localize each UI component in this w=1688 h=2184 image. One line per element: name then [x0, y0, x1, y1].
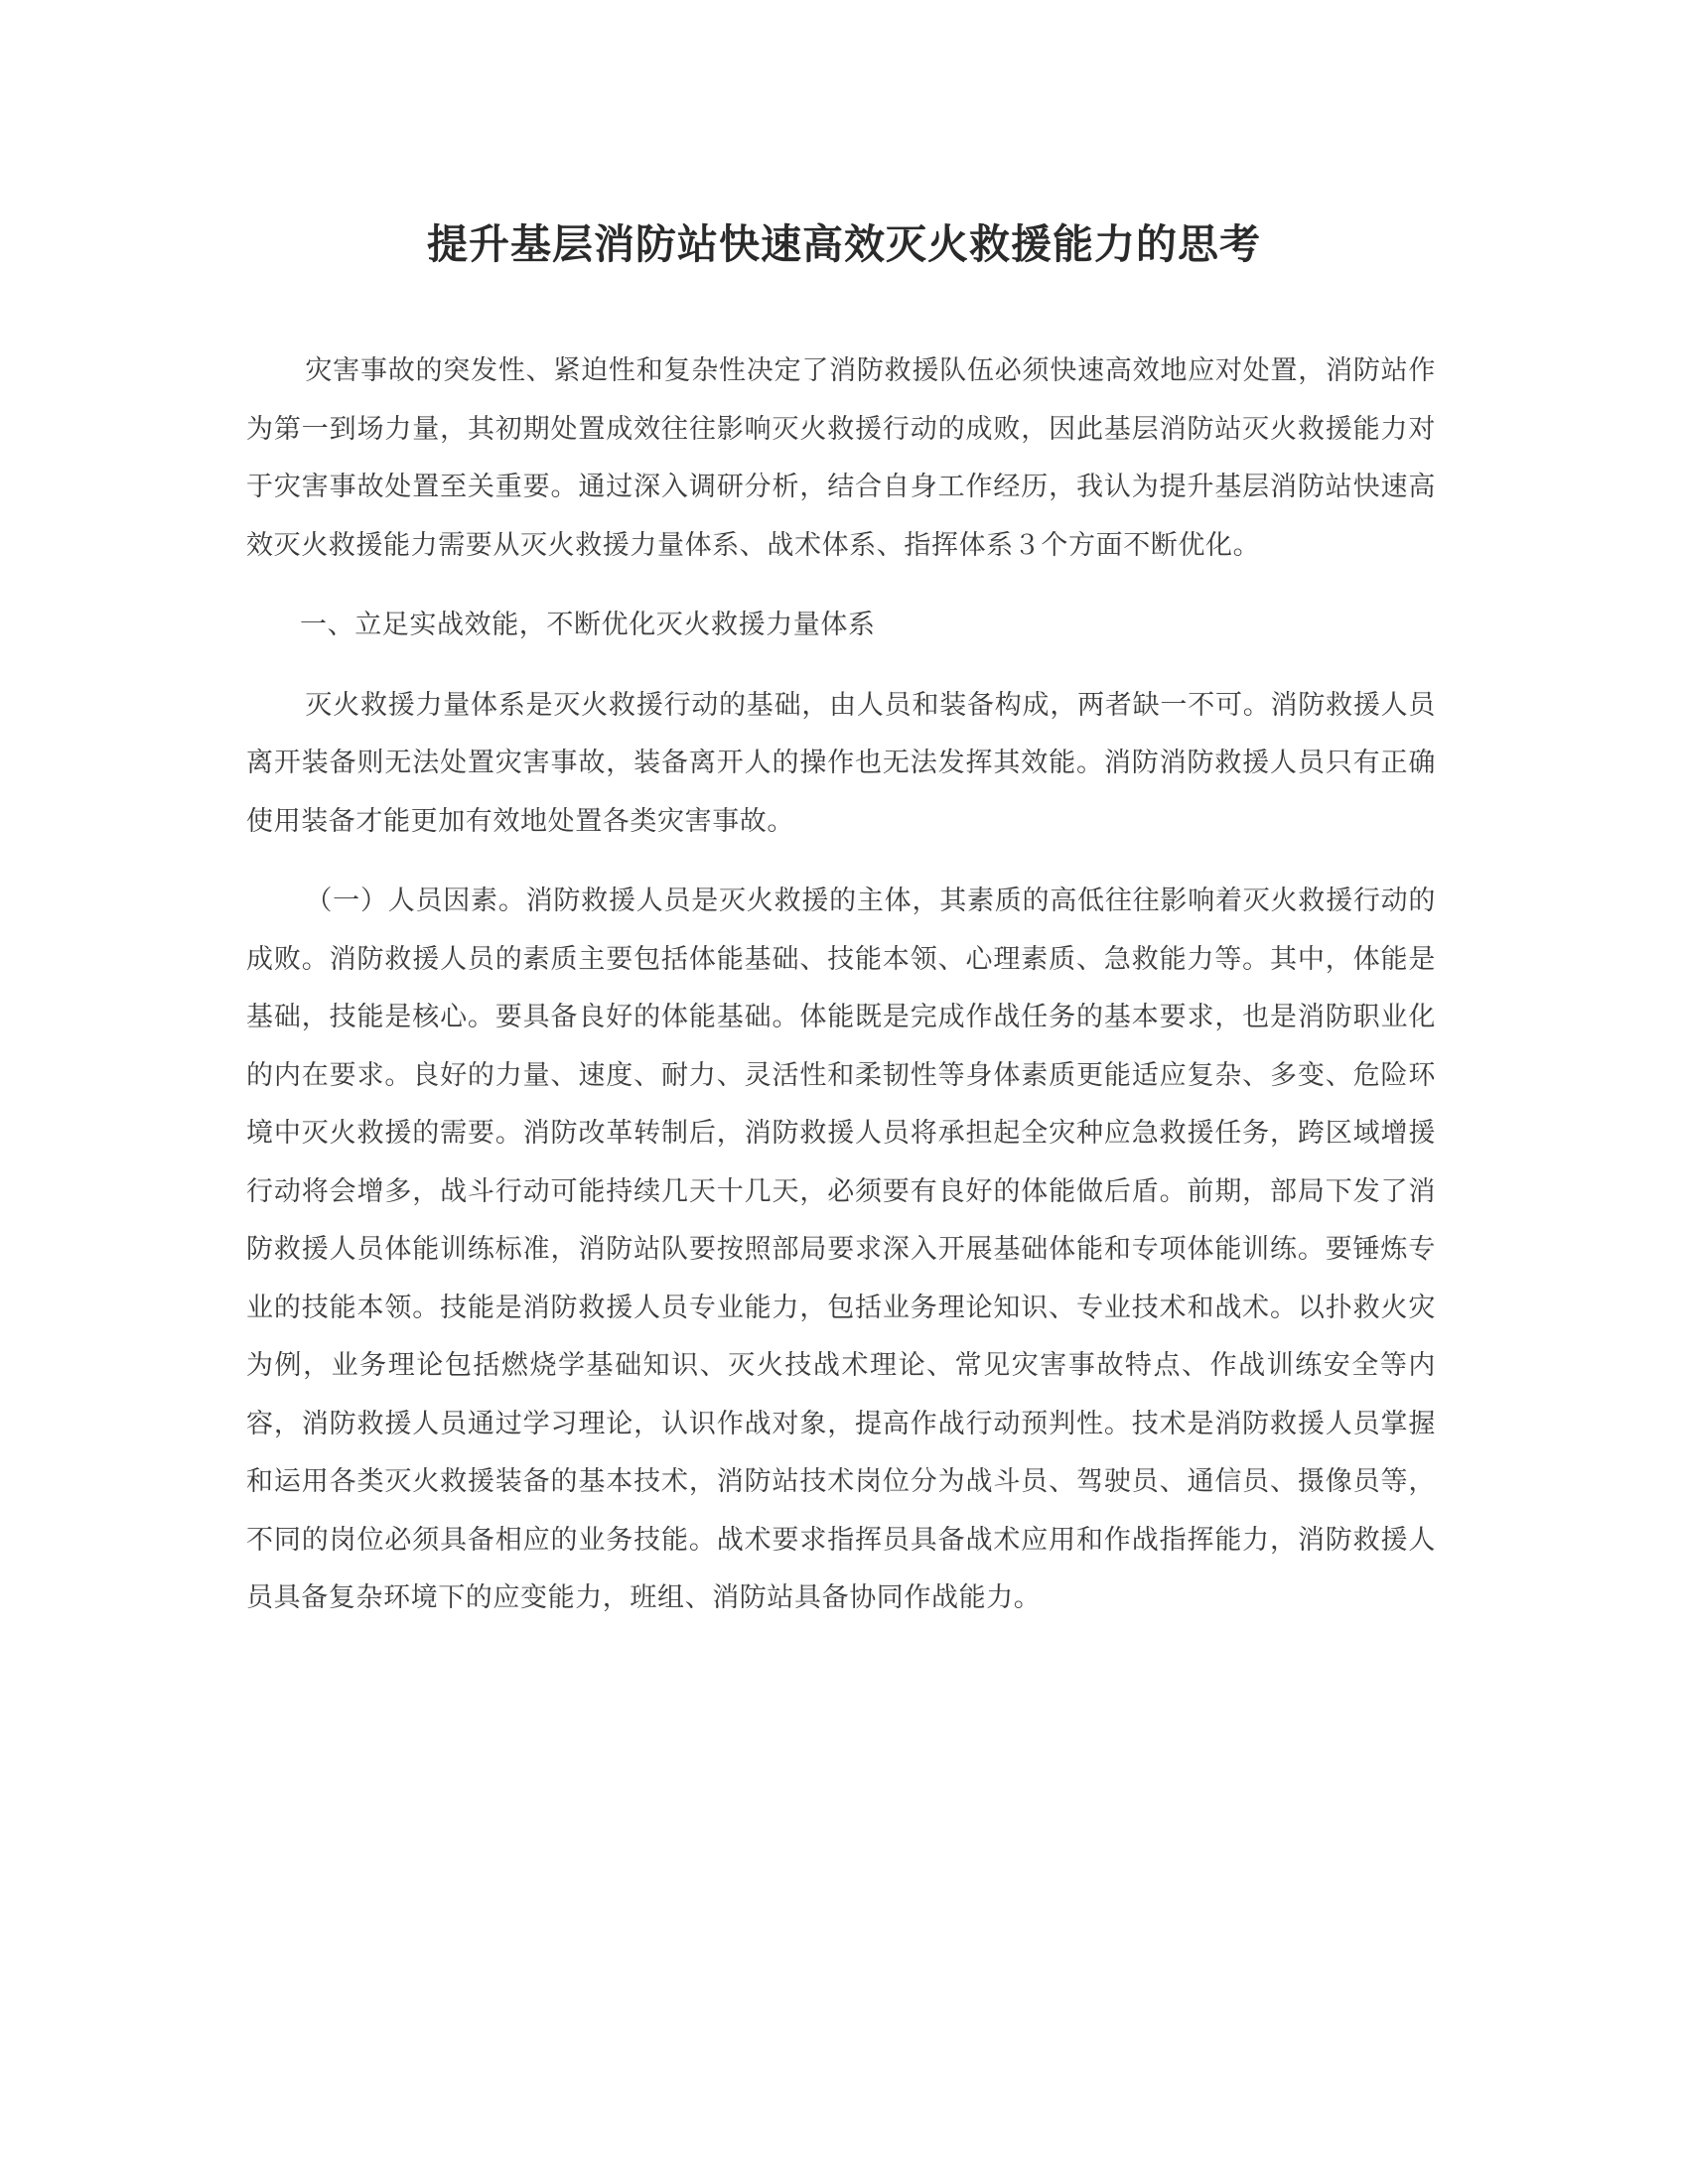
personnel-factor-paragraph: （一）人员因素。消防救援人员是灭火救援的主体，其素质的高低往往影响着灭火救援行动的成败。消防救援人员的素质主要包括体能基础、技能本领、心理素质、急救能力等。其中，体能是基础，技能是核心。要具备良好的体能基础。体能既是完成作战任务的基本要求，也是消防职业化的内在要求。良好的力量、速度、耐力、灵活性和柔韧性等身体素质更能适应复杂、多变、危险环境中灭火救援的需要。消防改革转制后，消防救援人员将承担起全灾种应急救援任务，跨区域增援行动将会增多，战斗行动可能持续几天十几天，必须要有良好的体能做后盾。前期，部局下发了消防救援人员体能训练标准，消防站队要按照部局要求深入开展基础体能和专项体能训练。要锤炼专业的技能本领。技能是消防救援人员专业能力，包括业务理论知识、专业技术和战术。以扑救火灾为例，业务理论包括燃烧学基础知识、灭火技战术理论、常见灾害事故特点、作战训练安全等内容，消防救援人员通过学习理论，认识作战对象，提高作战行动预判性。技术是消防救援人员掌握和运用各类灭火救援装备的基本技术，消防站技术岗位分为战斗员、驾驶员、通信员、摄像员等，不同的岗位必须具备相应的业务技能。战术要求指挥员具备战术应用和作战指挥能力，消防救援人员具备复杂环境下的应变能力，班组、消防站具备协同作战能力。	[246, 886, 1436, 1613]
document-title: 提升基层消防站快速高效灭火救援能力的思考	[427, 220, 1261, 268]
section-heading-1: 一、立足实战效能，不断优化灭火救援力量体系	[300, 610, 876, 640]
intro-paragraph: 灾害事故的突发性、紧迫性和复杂性决定了消防救援队伍必须快速高效地应对处置，消防站作为第一到场力量，其初期处置成效往往影响灭火救援行动的成败，因此基层消防站灭火救援能力对于灾害事故处置至关重要。通过深入调研分析，结合自身工作经历，我认为提升基层消防站快速高效灭火救援能力需要从灭火救援力量体系、战术体系、指挥体系３个方面不断优化。	[246, 355, 1436, 561]
section-1-paragraph: 灭火救援力量体系是灭火救援行动的基础，由人员和装备构成，两者缺一不可。消防救援人员离开装备则无法处置灾害事故，装备离开人的操作也无法发挥其效能。消防消防救援人员只有正确使用装备才能更加有效地处置各类灾害事故。	[246, 689, 1436, 837]
document-body	[246, 342, 1436, 1650]
